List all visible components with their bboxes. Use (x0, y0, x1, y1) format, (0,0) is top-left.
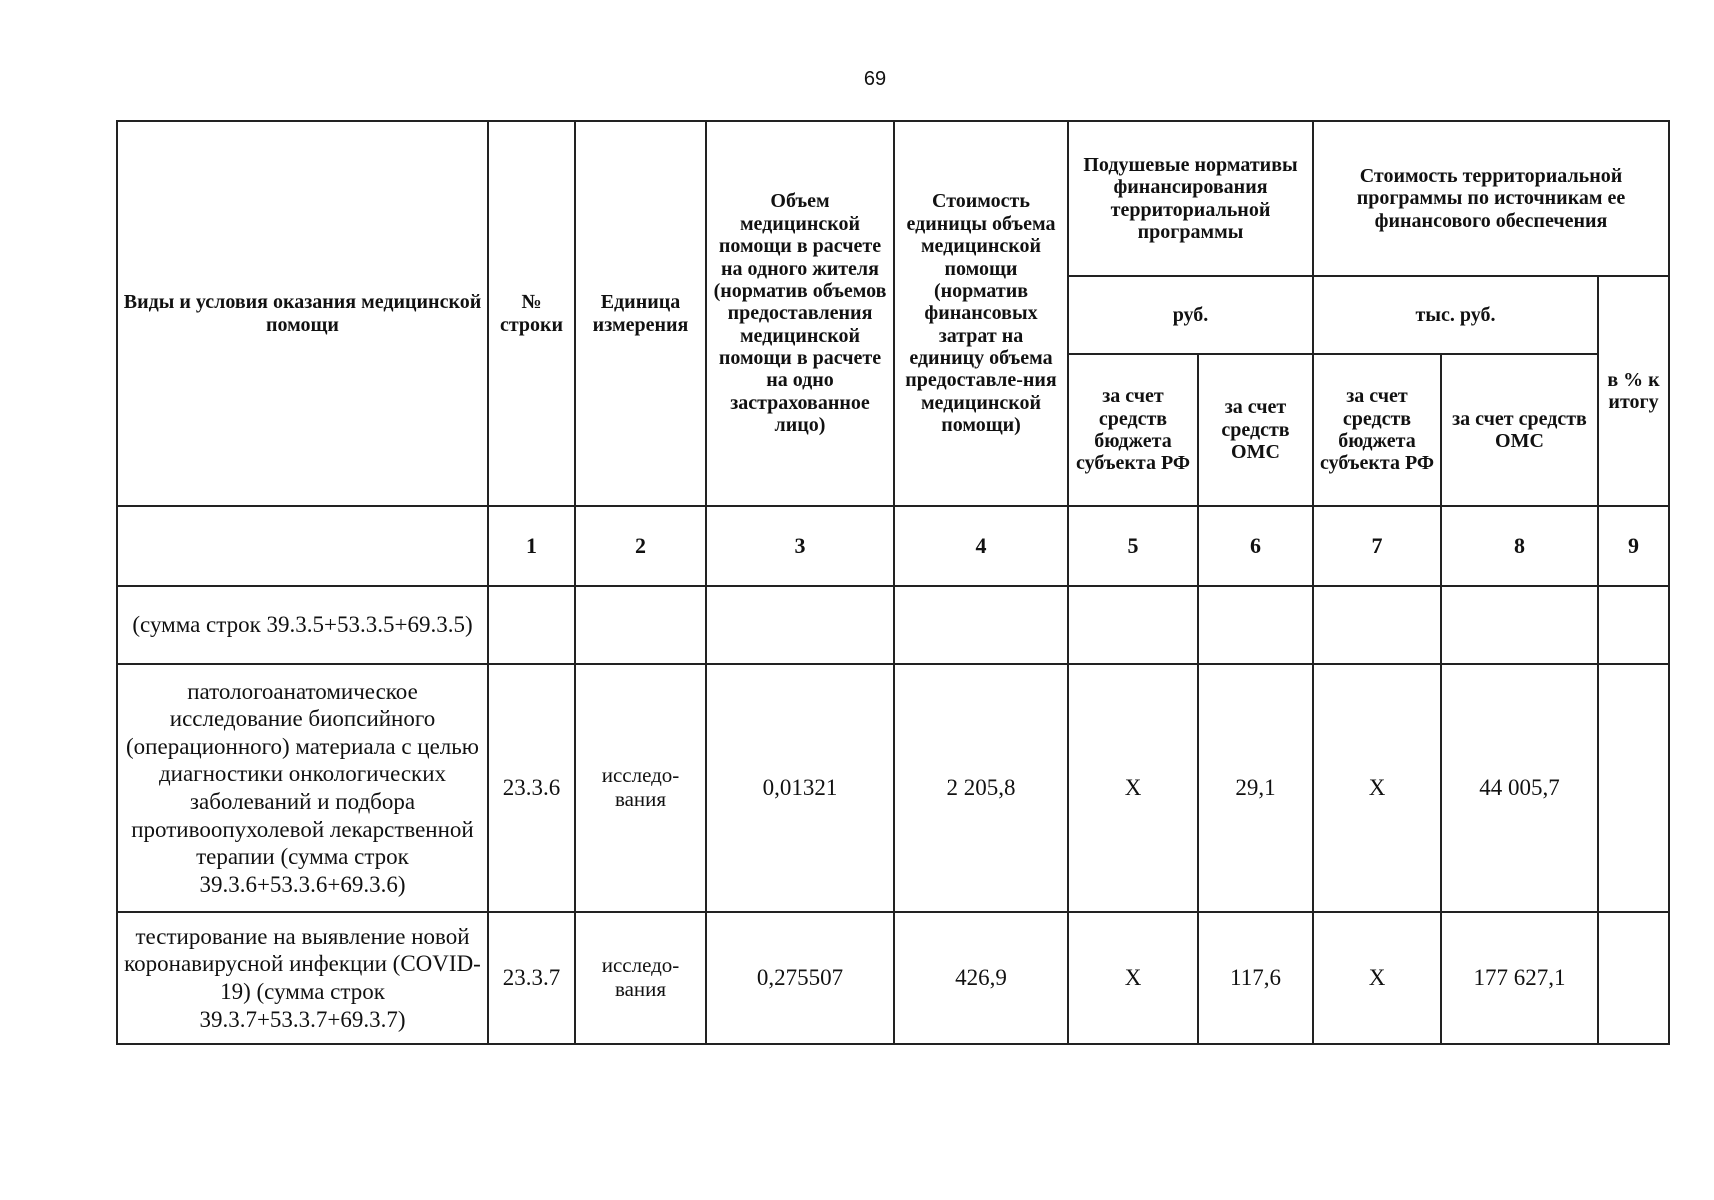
header-budget-rf-5: за счет средств бюджета субъекта РФ (1068, 354, 1198, 506)
header-rub: руб. (1068, 276, 1313, 354)
row-col7: Х (1313, 664, 1441, 912)
row-col9 (1598, 912, 1669, 1044)
row-col6: 117,6 (1198, 912, 1313, 1044)
row-col6 (1198, 586, 1313, 664)
table-row (117, 664, 1669, 912)
column-numbers-row (117, 506, 1669, 586)
row-description: тестирование на выявление новой коронавирусной инфекции (COVID-19) (сумма строк 39.3.7+53.3.7+69.3.7) (117, 912, 488, 1044)
header-thousand-rub: тыс. руб. (1313, 276, 1598, 354)
header-cost-unit: Стоимость единицы объема медицинской помощи (норматив финансовых затрат на единицу объема предоставле-ния медицинской помощи) (894, 121, 1068, 506)
row-col7 (1313, 586, 1441, 664)
header-type: Виды и условия оказания медицинской помощи (117, 121, 488, 506)
row-unit (575, 586, 706, 664)
financing-table (116, 120, 1670, 1045)
row-description: (сумма строк 39.3.5+53.3.5+69.3.5) (117, 586, 488, 664)
row-col5 (1068, 586, 1198, 664)
header-row-1 (117, 121, 1669, 276)
header-oms-8: за счет средств ОМС (1441, 354, 1598, 506)
header-program-cost-group: Стоимость территориальной программы по источникам ее финансового обеспечения (1313, 121, 1669, 276)
header-per-capita-group: Подушевые нормативы финансирования территориальной программы (1068, 121, 1313, 276)
column-number: 4 (894, 506, 1068, 586)
header-oms-6: за счет средств ОМС (1198, 354, 1313, 506)
column-number: 6 (1198, 506, 1313, 586)
row-col8 (1441, 586, 1598, 664)
header-line-no: № строки (488, 121, 575, 506)
row-description: патологоанатомическое исследование биопсийного (операционного) материала с целью диагностики онкологических заболеваний и подбора противоопухолевой лекарственной терапии (сумма строк 39.3.6+53.3.6+69.3.6) (117, 664, 488, 912)
column-number: 1 (488, 506, 575, 586)
row-col9 (1598, 586, 1669, 664)
header-percent-total: в % к итогу (1598, 276, 1669, 506)
column-number: 5 (1068, 506, 1198, 586)
header-unit: Единица измерения (575, 121, 706, 506)
table-row (117, 586, 1669, 664)
row-col7: Х (1313, 912, 1441, 1044)
column-number: 8 (1441, 506, 1598, 586)
row-line-no (488, 586, 575, 664)
row-unit: исследо-вания (575, 664, 706, 912)
row-col6: 29,1 (1198, 664, 1313, 912)
page-number: 69 (863, 68, 887, 90)
row-col9 (1598, 664, 1669, 912)
row-col5: Х (1068, 664, 1198, 912)
column-number: 2 (575, 506, 706, 586)
row-line-no: 23.3.7 (488, 912, 575, 1044)
row-cost-unit: 2 205,8 (894, 664, 1068, 912)
row-col8: 177 627,1 (1441, 912, 1598, 1044)
row-unit: исследо-вания (575, 912, 706, 1044)
row-line-no: 23.3.6 (488, 664, 575, 912)
row-col8: 44 005,7 (1441, 664, 1598, 912)
header-budget-rf-7: за счет средств бюджета субъекта РФ (1313, 354, 1441, 506)
row-volume: 0,01321 (706, 664, 894, 912)
column-number (117, 506, 488, 586)
column-number: 9 (1598, 506, 1669, 586)
row-volume (706, 586, 894, 664)
row-cost-unit: 426,9 (894, 912, 1068, 1044)
row-cost-unit (894, 586, 1068, 664)
column-number: 3 (706, 506, 894, 586)
row-col5: Х (1068, 912, 1198, 1044)
table-row (117, 912, 1669, 1044)
header-volume: Объем медицинской помощи в расчете на одного жителя (норматив объемов предоставления медицинской помощи в расчете на одно застрахованное лицо) (706, 121, 894, 506)
row-volume: 0,275507 (706, 912, 894, 1044)
column-number: 7 (1313, 506, 1441, 586)
